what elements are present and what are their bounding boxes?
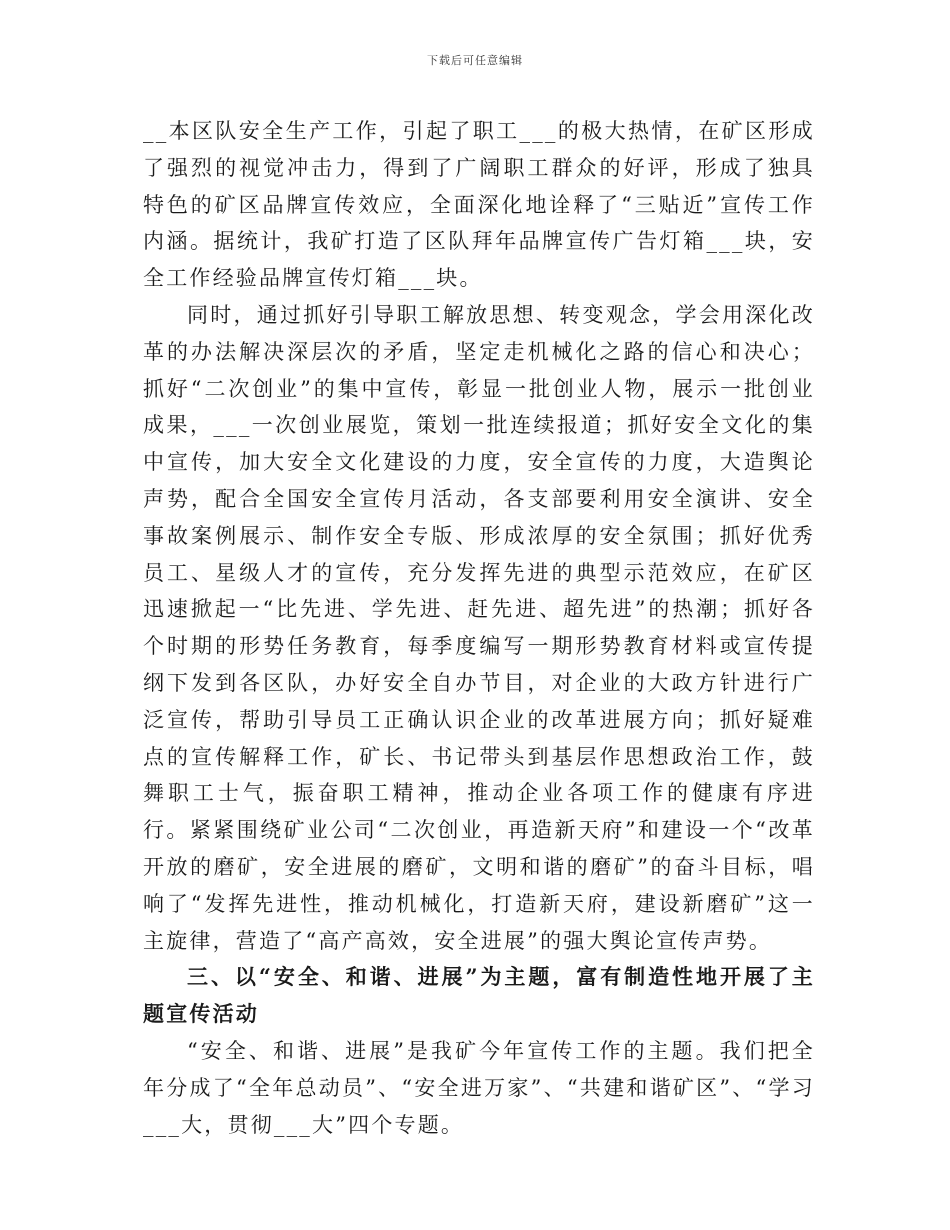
paragraph-theme: “安全、和谐、进展”是我矿今年宣传工作的主题。我们把全年分成了“全年总动员”、“安全进万家”、“共建和谐矿区”、“学习___大，贯彻___大”四个专题。 bbox=[143, 1038, 815, 1137]
paragraph-publicity-work: 同时，通过抓好引导职工解放思想、转变观念，学会用深化改革的办法解决深层次的矛盾，坚定走机械化之路的信心和决心；抓好“二次创业”的集中宣传，彰显一批创业人物，展示一批创业成果，___一次创业展览，策划一批连续报道；抓好安全文化的集中宣传，加大安全文化建设的力度，安全宣传的力度，大造舆论声势，配合全国安全宣传月活动，各支部要利用安全演讲、安全事故案例展示、制作安全专版、形成浓厚的安全氛围；抓好优秀员工、星级人才的宣传，充分发挥先进的典型示范效应，在矿区迅速掀起一“比先进、学先进、赶先进、超先进”的热潮；抓好各个时期的形势任务教育，每季度编写一期形势教育材料或宣传提纲下发到各区队，办好安全自办节目，对企业的大政方针进行广泛宣传，帮助引导员工正确认识企业的改革进展方向；抓好疑难点的宣传解释工作，矿长、书记带头到基层作思想政治工作，鼓舞职工士气，振奋职工精神，推动企业各项工作的健康有序进行。紧紧围绕矿业公司“二次创业，再造新天府”和建设一个“改革开放的磨矿，安全进展的磨矿，文明和谐的磨矿”的奋斗目标，唱响了“发挥先进性，推动机械化，打造新天府，建设新磨矿”这一主旋律，营造了“高产高效，安全进展”的强大舆论宣传声势。 bbox=[143, 302, 815, 953]
section-heading: 三、以“安全、和谐、进展”为主题，富有制造性地开展了主题宣传活动 bbox=[143, 964, 815, 1027]
document-body bbox=[143, 113, 815, 1143]
paragraph-continuation: __本区队安全生产工作，引起了职工___的极大热情，在矿区形成了强烈的视觉冲击力，得到了广阔职工群众的好评，形成了独具特色的矿区品牌宣传效应，全面深化地诠释了“三贴近”宣传工作内涵。据统计，我矿打造了区队拜年品牌宣传广告灯箱___块，安全工作经验品牌宣传灯箱___块。 bbox=[143, 119, 815, 291]
page-header: 下载后可任意编辑 bbox=[427, 54, 523, 67]
